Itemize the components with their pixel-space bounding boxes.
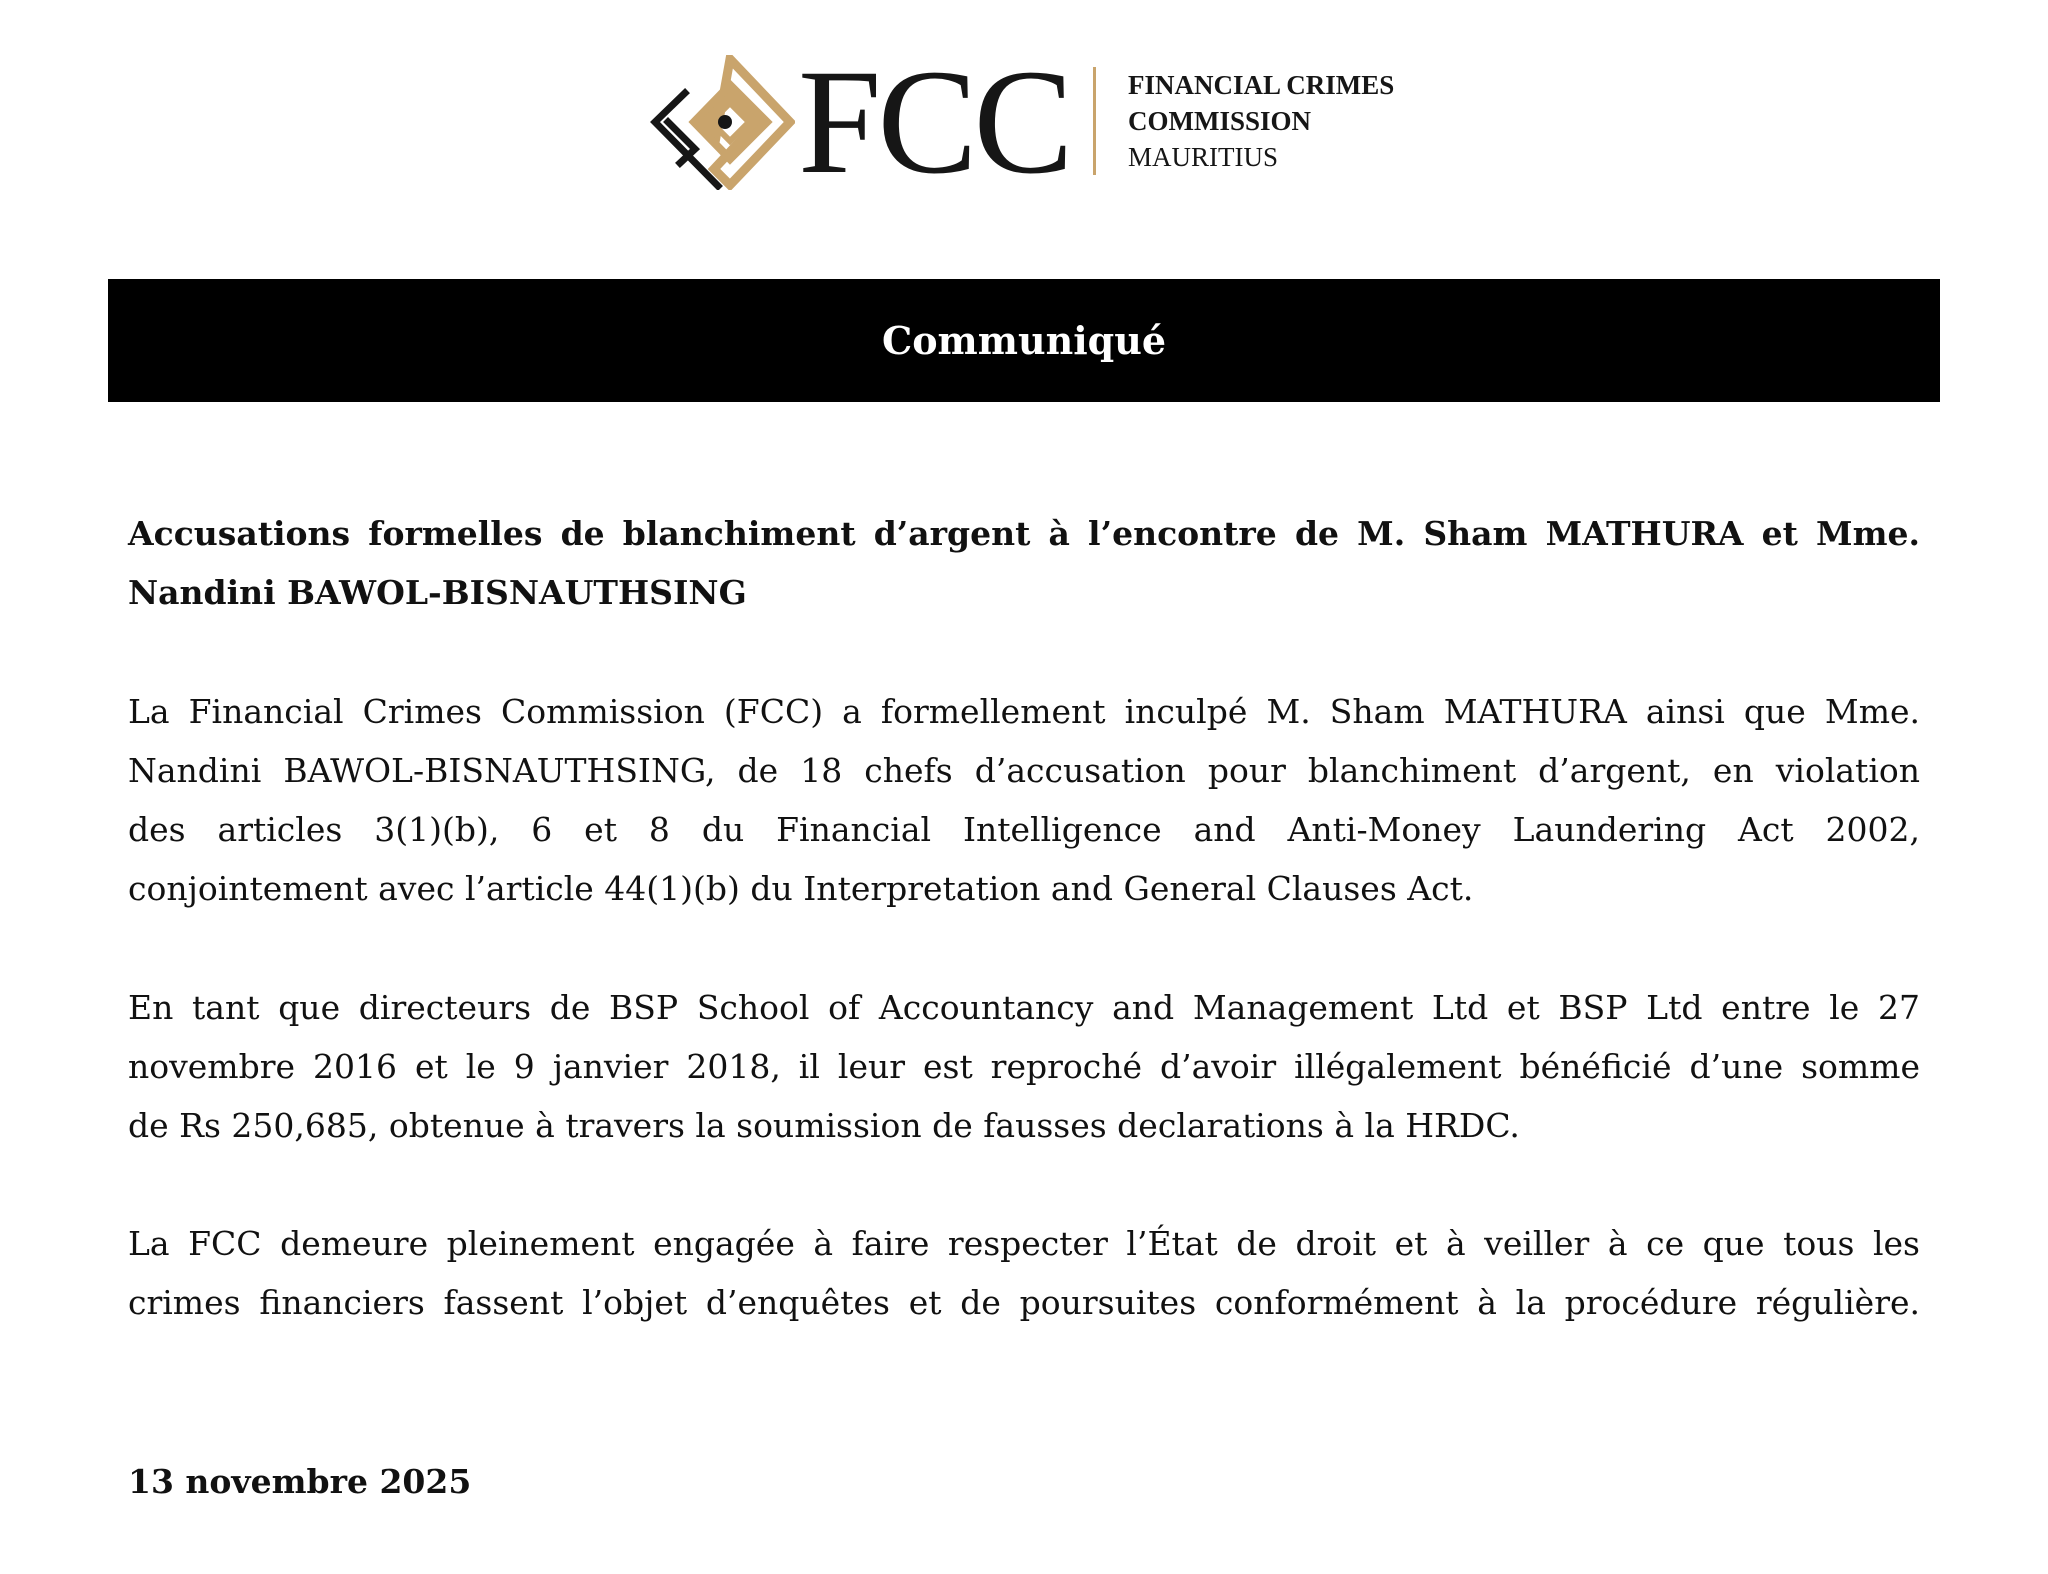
paragraph-line: Nandini BAWOL-BISNAUTHSING, de 18 chefs d’accusation pour blanchiment d’argent, en violation <box>128 751 1920 790</box>
paragraph-line: La Financial Crimes Commission (FCC) a formellement inculpé M. Sham MATHURA ainsi que Mme. <box>128 692 1920 731</box>
paragraph-3 <box>128 1214 1920 1332</box>
fcc-wordmark: FCC <box>798 39 1070 205</box>
heading-line: Nandini BAWOL-BISNAUTHSING <box>128 573 747 612</box>
diamond-eye-icon <box>650 55 795 190</box>
communique-banner <box>108 279 1940 402</box>
paragraph-line: La FCC demeure pleinement engagée à faire respecter l’État de droit et à veiller à ce que tous les <box>128 1224 1920 1263</box>
paragraph-1 <box>128 682 1920 918</box>
org-line-1: FINANCIAL CRIMES <box>1128 70 1395 100</box>
heading-line: Accusations formelles de blanchiment d’argent à l’encontre de M. Sham MATHURA et Mme. <box>128 514 1920 553</box>
org-line-2: COMMISSION <box>1128 106 1312 136</box>
org-line-3: MAURITIUS <box>1128 142 1279 172</box>
fcc-logo <box>650 39 1410 205</box>
paragraph-line: conjointement avec l’article 44(1)(b) du Interpretation and General Clauses Act. <box>128 869 1474 908</box>
paragraph-line: En tant que directeurs de BSP School of Accountancy and Management Ltd et BSP Ltd entre le 27 <box>128 988 1920 1027</box>
document-heading <box>128 504 1920 622</box>
paragraph-line: des articles 3(1)(b), 6 et 8 du Financial Intelligence and Anti-Money Laundering Act 2002, <box>128 810 1920 849</box>
date-text: 13 novembre 2025 <box>128 1462 472 1501</box>
paragraph-line: novembre 2016 et le 9 janvier 2018, il leur est reproché d’avoir illégalement bénéficié d’une somme <box>128 1047 1920 1086</box>
paragraph-line: crimes financiers fassent l’objet d’enquêtes et de poursuites conformément à la procédure régulière. <box>128 1283 1920 1322</box>
org-name <box>1128 67 1394 175</box>
paragraph-line: de Rs 250,685, obtenue à travers la soumission de fausses declarations à la HRDC. <box>128 1106 1520 1145</box>
paragraph-2 <box>128 978 1920 1155</box>
document-date <box>128 1452 1920 1511</box>
banner-title: Communiqué <box>881 318 1167 363</box>
logo-divider <box>1093 67 1096 175</box>
